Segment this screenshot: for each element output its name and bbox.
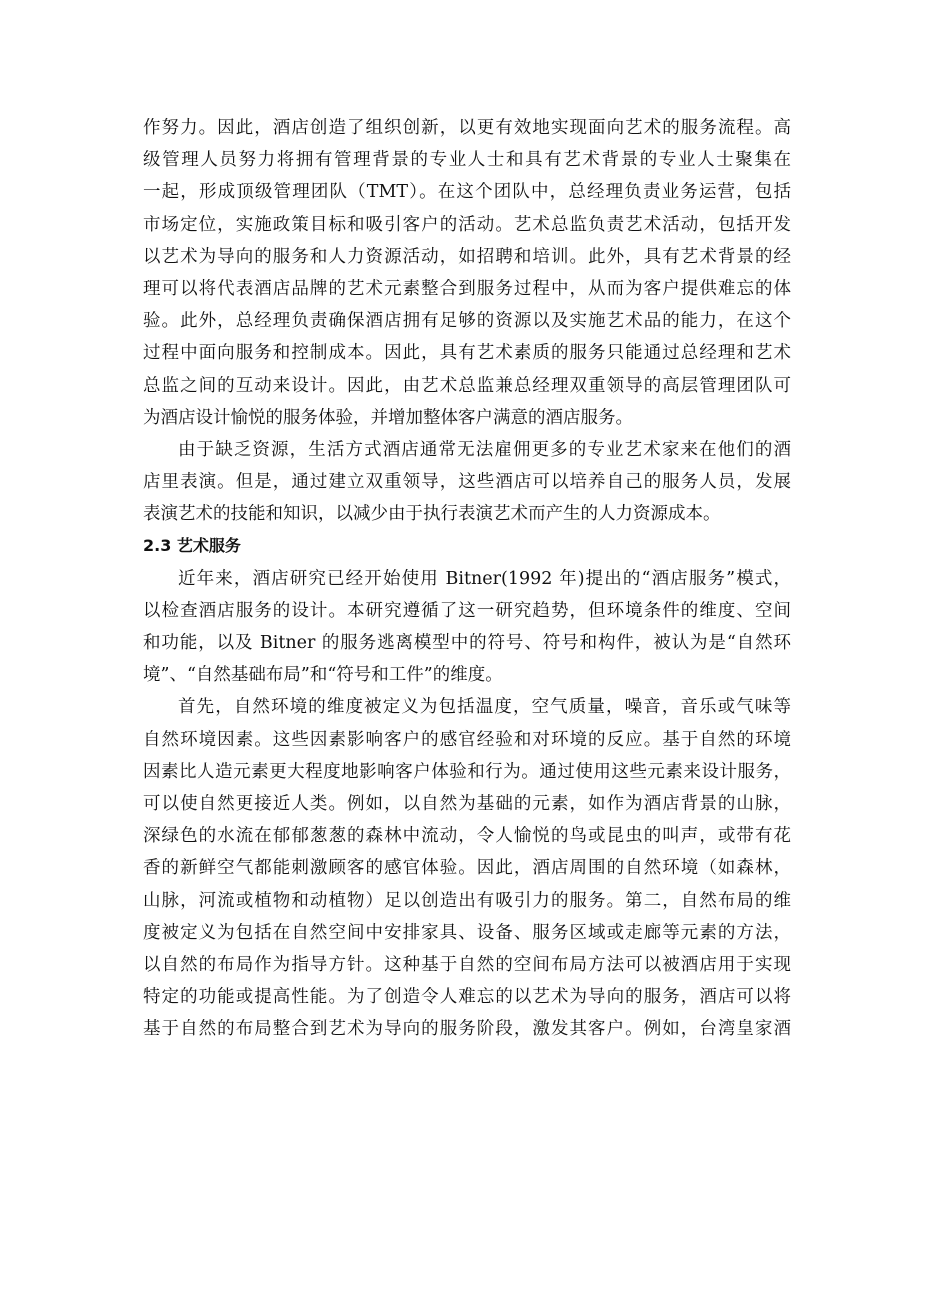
text-line: 过程中面向服务和控制成本。因此，具有艺术素质的服务只能通过总经理和艺术 bbox=[143, 343, 791, 364]
text-line: 店里表演。但是，通过建立双重领导，这些酒店可以培养自己的服务人员，发展 bbox=[143, 472, 791, 493]
text-line: 市场定位，实施政策目标和吸引客户的活动。艺术总监负责艺术活动，包括开发 bbox=[143, 214, 791, 235]
paragraph bbox=[143, 434, 791, 531]
text-line: 以自然的布局作为指导方针。这种基于自然的空间布局方法可以被酒店用于实现 bbox=[143, 954, 791, 975]
text-line: 香的新鲜空气都能刺激顾客的感官体验。因此，酒店周围的自然环境（如森林， bbox=[143, 858, 791, 879]
paragraph bbox=[143, 563, 791, 692]
paragraph bbox=[143, 112, 791, 434]
text-line: 以检查酒店服务的设计。本研究遵循了这一研究趋势，但环境条件的维度、空间 bbox=[143, 600, 791, 621]
text-line: 为酒店设计愉悦的服务体验，并增加整体客户满意的酒店服务。 bbox=[143, 407, 633, 428]
text-line: 基于自然的布局整合到艺术为导向的服务阶段，激发其客户。例如，台湾皇家酒 bbox=[143, 1019, 791, 1040]
text-line: 作努力。因此，酒店创造了组织创新，以更有效地实现面向艺术的服务流程。高 bbox=[143, 118, 791, 138]
text-line: 可以使自然更接近人类。例如，以自然为基础的元素，如作为酒店背景的山脉， bbox=[143, 793, 791, 814]
text-line: 由于缺乏资源，生活方式酒店通常无法雇佣更多的专业艺术家来在他们的酒 bbox=[178, 439, 791, 460]
text-line: 以艺术为导向的服务和人力资源活动，如招聘和培训。此外，具有艺术背景的经 bbox=[143, 246, 791, 267]
text-line: 级管理人员努力将拥有管理背景的专业人士和具有艺术背景的专业人士聚集在 bbox=[143, 150, 791, 171]
text-line: 深绿色的水流在郁郁葱葱的森林中流动，令人愉悦的鸟或昆虫的叫声，或带有花 bbox=[143, 826, 791, 847]
text-line: 总监之间的互动来设计。因此，由艺术总监兼总经理双重领导的高层管理团队可 bbox=[143, 375, 791, 396]
text-line: 境”、“自然基础布局”和“符号和工件”的维度。 bbox=[143, 665, 503, 686]
text-line: 近年来，酒店研究已经开始使用 Bitner(1992 年)提出的“酒店服务”模式， bbox=[178, 568, 791, 589]
text-line: 理可以将代表酒店品牌的艺术元素整合到服务过程中，从而为客户提供难忘的体 bbox=[143, 278, 791, 299]
text-line: 一起，形成顶级管理团队（TMT）。在这个团队中，总经理负责业务运营，包括 bbox=[143, 182, 791, 203]
text-line: 验。此外，总经理负责确保酒店拥有足够的资源以及实施艺术品的能力，在这个 bbox=[143, 311, 791, 332]
text-line: 和功能，以及 Bitner 的服务逃离模型中的符号、符号和构件，被认为是“自然环 bbox=[143, 633, 791, 653]
section-heading: 2.3 艺术服务 bbox=[143, 536, 241, 556]
text-line: 度被定义为包括在自然空间中安排家具、设备、服务区域或走廊等元素的方法， bbox=[143, 922, 791, 943]
text-line: 因素比人造元素更大程度地影响客户体验和行为。通过使用这些元素来设计服务， bbox=[143, 761, 791, 782]
text-line: 首先，自然环境的维度被定义为包括温度，空气质量，噪音，音乐或气味等 bbox=[178, 697, 791, 718]
text-line: 自然环境因素。这些因素影响客户的感官经验和对环境的反应。基于自然的环境 bbox=[143, 729, 791, 750]
paragraph bbox=[143, 691, 791, 1045]
document-page bbox=[143, 112, 791, 1045]
text-line: 山脉，河流或植物和动植物）足以创造出有吸引力的服务。第二，自然布局的维 bbox=[143, 890, 791, 911]
text-line: 特定的功能或提高性能。为了创造令人难忘的以艺术为导向的服务，酒店可以将 bbox=[143, 987, 791, 1008]
text-line: 表演艺术的技能和知识，以减少由于执行表演艺术而产生的人力资源成本。 bbox=[143, 504, 721, 525]
